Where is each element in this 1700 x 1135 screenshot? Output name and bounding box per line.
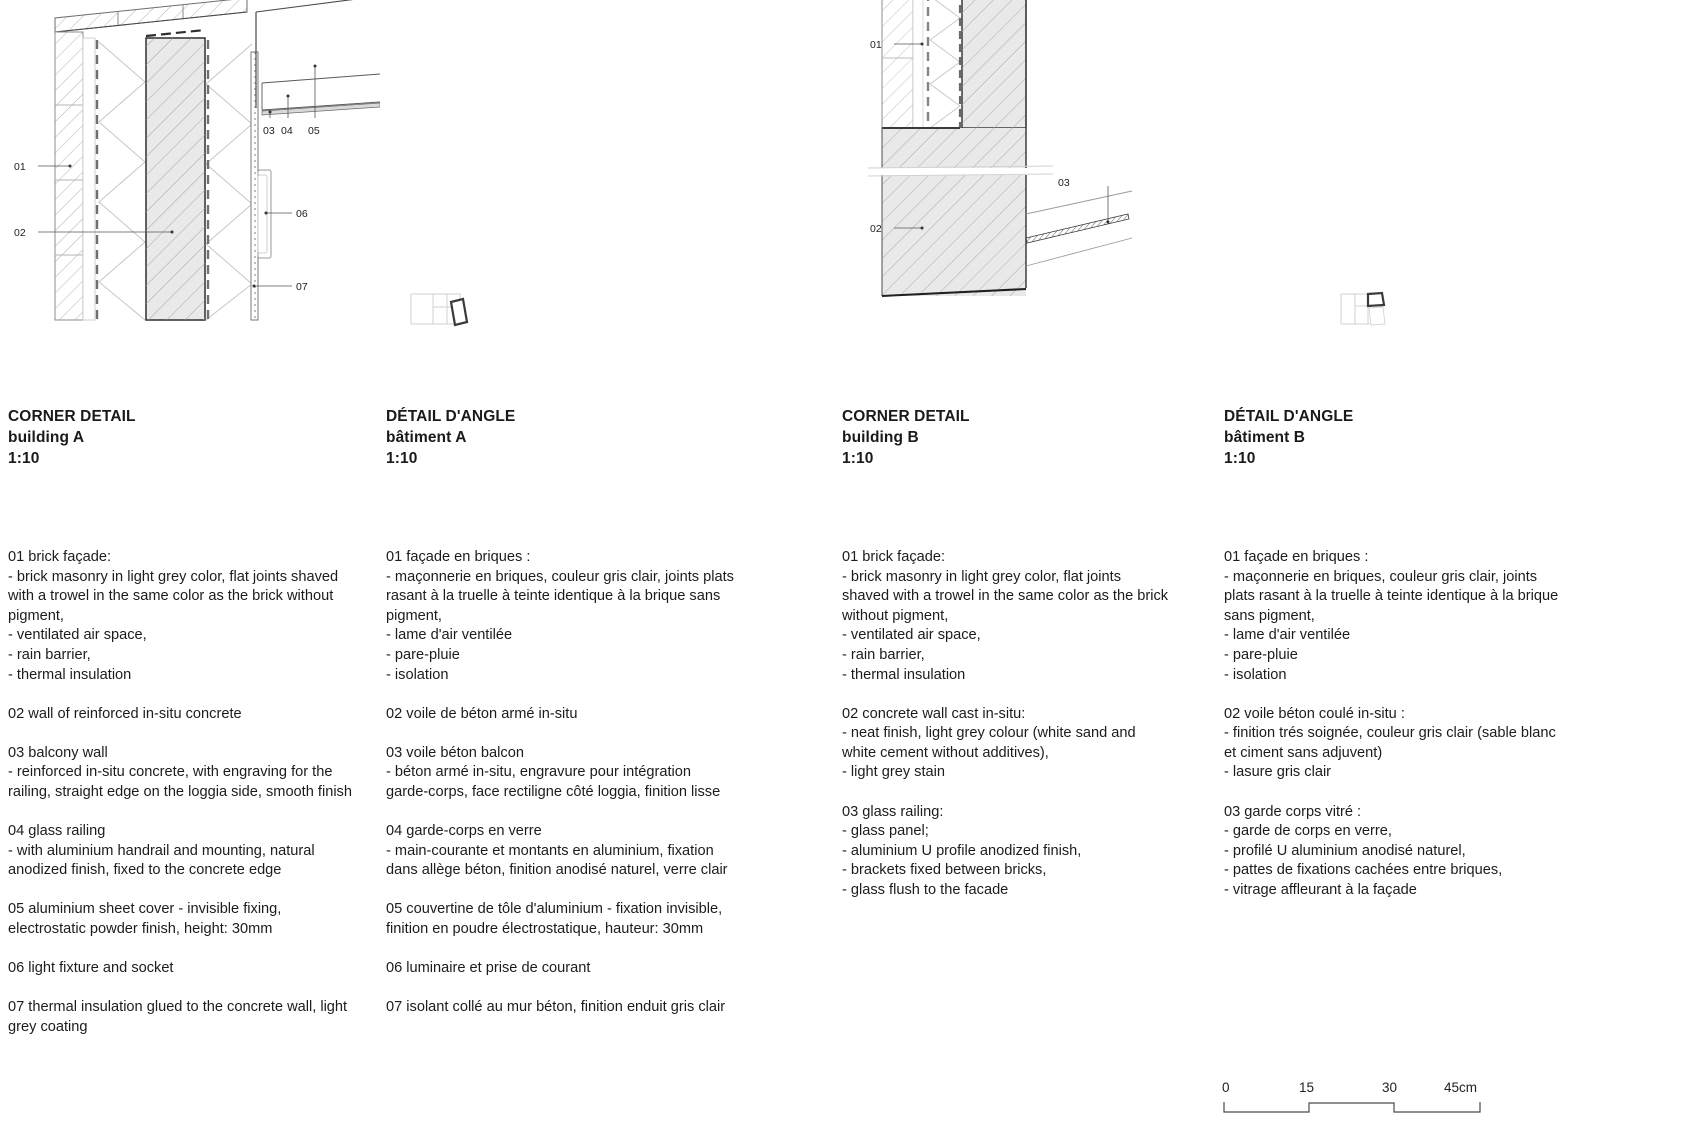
corner-detail-drawing-building-a: [0, 0, 380, 340]
legend-line: 03 voile béton balcon: [386, 744, 524, 761]
legend-entry-03: [386, 744, 734, 803]
legend-line: - ventilated air space,: [842, 627, 981, 644]
corner-detail-drawing-building-b: [860, 0, 1190, 336]
brick-leaf-upper: [882, 0, 913, 128]
legend-line: - garde de corps en verre,: [1224, 823, 1392, 840]
legend-line: 04 glass railing: [8, 823, 106, 840]
key-plan-thumbnail-building-a: [410, 288, 470, 330]
air-cavity: [913, 0, 923, 128]
scale-bar-labels: [1222, 1080, 1484, 1098]
legend-line: - isolation: [1224, 666, 1287, 683]
thermal-insulation-zone: [99, 40, 145, 320]
drawing-a-geometry: [14, 0, 380, 320]
legend-line: - lasure gris clair: [1224, 764, 1332, 781]
concrete-wall-upper-b: [962, 0, 1026, 128]
legend-line: 04 garde-corps en verre: [386, 823, 542, 840]
legend-line: - with aluminium handrail and mounting, natural anodized finish, fixed to the concrete edge: [8, 842, 319, 879]
legend-entry-05: [8, 900, 354, 939]
legend-entry-01: [386, 548, 739, 685]
title-heading: DÉTAIL D'ANGLE: [1224, 408, 1354, 425]
svg-text:02: 02: [14, 227, 26, 239]
outer-insulation-zone: [206, 38, 252, 320]
legend-line: - pare-pluie: [1224, 646, 1298, 663]
title-subject: building A: [8, 429, 85, 446]
legend-entry-03: [1224, 803, 1564, 901]
legend-line: - glass flush to the facade: [842, 881, 1009, 898]
scale-bar: [1222, 1080, 1484, 1125]
legend-column-en-b: [842, 548, 1172, 901]
legend-line: - brackets fixed between bricks,: [842, 862, 1047, 879]
legend-entry-02: [8, 705, 354, 725]
legend-entry-04: [386, 822, 734, 881]
key-plan-thumbnail-building-b: [1340, 288, 1400, 330]
legend-line: - aluminium U profile anodized finish,: [842, 842, 1082, 859]
legend-column-fr-b: [1224, 548, 1564, 901]
legend-line: - thermal insulation: [8, 666, 132, 683]
legend-line: - ventilated air space,: [8, 627, 147, 644]
scale-tick-45: 45cm: [1444, 1080, 1478, 1095]
legend-line: 07 thermal insulation glued to the concrete wall, light grey coating: [8, 999, 352, 1035]
legend-line: 02 wall of reinforced in-situ concrete: [8, 705, 242, 722]
svg-text:03: 03: [1058, 177, 1070, 189]
svg-text:01: 01: [870, 39, 882, 51]
legend-line: 02 concrete wall cast in-situ:: [842, 705, 1026, 722]
legend-line: - isolation: [386, 666, 449, 683]
legend-line: - thermal insulation: [842, 666, 966, 683]
scale-bar-graphic: [1222, 1098, 1484, 1120]
legend-line: - profilé U aluminium anodisé naturel,: [1224, 842, 1466, 859]
callout-07: [253, 281, 308, 293]
callout-04: [281, 95, 293, 138]
legend-line: - neat finish, light grey colour (white sand and white cement without additives),: [842, 725, 1140, 761]
legend-entry-02: [1224, 705, 1564, 783]
svg-text:01: 01: [14, 161, 26, 173]
legend-entry-07: [386, 998, 734, 1018]
legend-line: 03 balcony wall: [8, 744, 108, 761]
scale-tick-15: 15: [1299, 1080, 1315, 1095]
light-fixture: [258, 170, 271, 258]
legend-entry-02: [386, 705, 734, 725]
svg-text:04: 04: [281, 125, 293, 137]
legend-line: 03 garde corps vitré :: [1224, 803, 1362, 820]
title-scale: 1:10: [842, 450, 874, 467]
legend-entry-02: [842, 705, 1172, 783]
legend-line: - light grey stain: [842, 764, 946, 781]
legend-entry-01: [1224, 548, 1564, 685]
legend-line: - main-courante et montants en aluminium, fixation dans allège béton, finition anodisé naturel, verre clair: [386, 842, 728, 879]
ventilated-air-space: [83, 38, 95, 320]
legend-line: 05 aluminium sheet cover - invisible fixing, electrostatic powder finish, height: 30mm: [8, 901, 286, 937]
concrete-wall: [146, 30, 205, 320]
svg-text:02: 02: [870, 223, 882, 235]
legend-line: - glass panel;: [842, 823, 929, 840]
legend-column-fr-a: [386, 548, 739, 1018]
legend-line: - brick masonry in light grey color, flat joints shaved with a trowel in the same color as the brick without pigment,: [842, 568, 1173, 624]
legend-line: - pare-pluie: [386, 646, 460, 663]
legend-line: 02 voile de béton armé in-situ: [386, 705, 578, 722]
legend-line: - finition trés soignée, couleur gris clair (sable blanc et ciment sans adjuvent): [1224, 725, 1560, 761]
legend-line: 01 façade en briques :: [386, 549, 531, 565]
legend-line: 01 brick façade:: [842, 549, 946, 565]
legend-line: - maçonnerie en briques, couleur gris clair, joints plats rasant à la truelle à teinte identique à la brique sans pigment,: [1224, 568, 1563, 624]
legend-entry-01: [8, 548, 354, 685]
legend-line: - rain barrier,: [842, 646, 925, 663]
drawing-b-geometry: [868, 0, 1132, 296]
title-subject: building B: [842, 429, 919, 446]
title-heading: CORNER DETAIL: [842, 408, 970, 425]
title-block-2: [386, 406, 515, 469]
title-subject: bâtiment A: [386, 429, 467, 446]
svg-text:05: 05: [308, 125, 320, 137]
legend-line: 06 light fixture and socket: [8, 960, 174, 976]
title-heading: DÉTAIL D'ANGLE: [386, 408, 516, 425]
svg-text:07: 07: [296, 281, 308, 293]
legend-line: - maçonnerie en briques, couleur gris clair, joints plats rasant à la truelle à teinte identique à la brique sans pigment,: [386, 568, 739, 624]
legend-entry-01: [842, 548, 1172, 685]
title-block-3: [842, 406, 970, 469]
svg-text:03: 03: [263, 125, 275, 137]
title-scale: 1:10: [386, 450, 418, 467]
title-scale: 1:10: [1224, 450, 1256, 467]
legend-entry-05: [386, 900, 734, 939]
scale-tick-30: 30: [1382, 1080, 1398, 1095]
legend-entry-04: [8, 822, 354, 881]
brick-leaf-left: [55, 32, 83, 320]
legend-line: 07 isolant collé au mur béton, finition enduit gris clair: [386, 999, 726, 1016]
callout-b-03: [1058, 177, 1110, 224]
title-block-1: [8, 406, 136, 469]
title-scale: 1:10: [8, 450, 40, 467]
legend-line: - reinforced in-situ concrete, with engraving for the railing, straight edge on the loggia side, smooth finish: [8, 764, 352, 800]
callout-05: [308, 65, 320, 138]
legend-line: 05 couvertine de tôle d'aluminium - fixation invisible, finition en poudre électrostatique, hauteur: 30mm: [386, 901, 727, 937]
legend-line: - vitrage affleurant à la façade: [1224, 881, 1417, 898]
glass-railing-b: [1026, 191, 1132, 266]
legend-column-en-a: [8, 548, 354, 1037]
legend-entry-06: [386, 959, 734, 979]
insulation-zone-b: [930, 0, 960, 128]
glued-insulation-strip: [251, 52, 258, 320]
brick-course-top: [55, 0, 247, 32]
legend-entry-03: [8, 744, 354, 803]
legend-line: - lame d'air ventilée: [1224, 627, 1351, 644]
legend-line: 06 luminaire et prise de courant: [386, 960, 591, 976]
legend-line: - béton armé in-situ, engravure pour intégration garde-corps, face rectiligne côté loggia, finition lisse: [386, 764, 721, 800]
balcony-cover-assembly: [256, 0, 380, 115]
scale-tick-0: 0: [1222, 1080, 1230, 1095]
legend-line: - lame d'air ventilée: [386, 627, 513, 644]
legend-entry-06: [8, 959, 354, 979]
title-block-4: [1224, 406, 1353, 469]
legend-line: 01 façade en briques :: [1224, 549, 1369, 565]
title-heading: CORNER DETAIL: [8, 408, 136, 425]
legend-line: - brick masonry in light grey color, flat joints shaved with a trowel in the same color as the brick without pigment,: [8, 568, 343, 624]
legend-line: 03 glass railing:: [842, 803, 944, 820]
legend-line: - pattes de fixations cachées entre briques,: [1224, 862, 1503, 879]
legend-entry-07: [8, 998, 354, 1037]
legend-entry-03: [842, 803, 1172, 901]
legend-line: 02 voile béton coulé in-situ :: [1224, 705, 1405, 722]
svg-text:06: 06: [296, 208, 308, 220]
legend-line: 01 brick façade:: [8, 549, 112, 565]
title-subject: bâtiment B: [1224, 429, 1306, 446]
legend-line: - rain barrier,: [8, 646, 91, 663]
